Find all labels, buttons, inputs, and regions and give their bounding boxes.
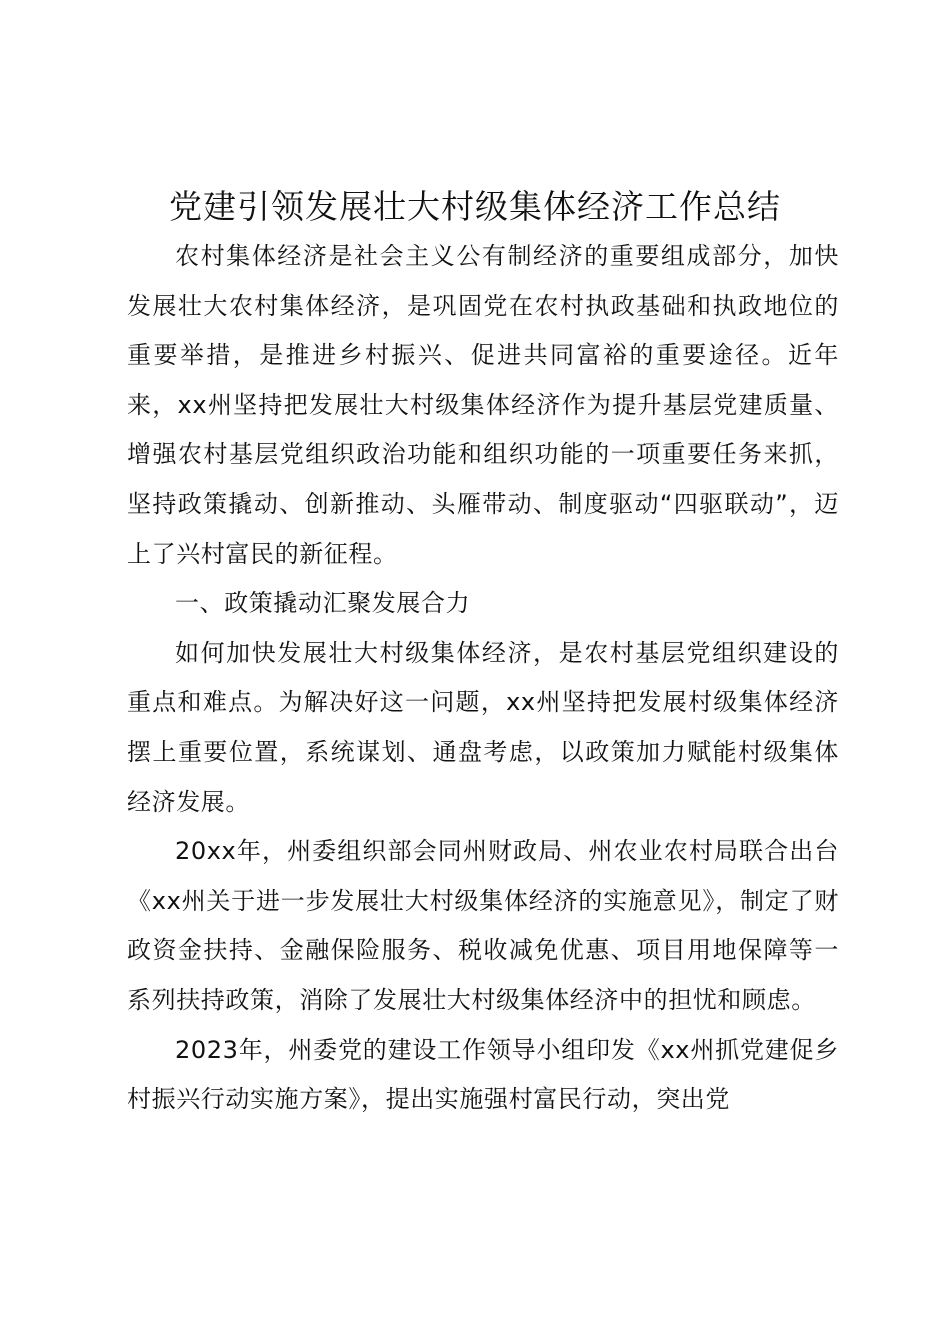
document-body <box>127 232 839 1125</box>
paragraph-intro: 农村集体经济是社会主义公有制经济的重要组成部分，加快发展壮大农村集体经济，是巩固党在农村执政基础和执政地位的重要举措，是推进乡村振兴、促进共同富裕的重要途径。近年来，xx州坚持把发展壮大村级集体经济作为提升基层党建质量、增强农村基层党组织政治功能和组织功能的一项重要任务来抓，坚持政策撬动、创新推动、头雁带动、制度驱动“四驱联动”，迈上了兴村富民的新征程。 <box>127 242 839 568</box>
document-title: 党建引领发展壮大村级集体经济工作总结 <box>169 187 781 226</box>
section-heading-1: 一、政策撬动汇聚发展合力 <box>175 589 471 618</box>
paragraph-section-1-c: 2023年，州委党的建设工作领导小组印发《xx州抓党建促乡村振兴行动实施方案》，提出实施强村富民行动，突出党 <box>127 1035 839 1114</box>
paragraph-section-1-a: 如何加快发展壮大村级集体经济，是农村基层党组织建设的重点和难点。为解决好这一问题，xx州坚持把发展村级集体经济摆上重要位置，系统谋划、通盘考虑，以政策加力赋能村级集体经济发展。 <box>127 638 839 816</box>
paragraph-section-1-b: 20xx年，州委组织部会同州财政局、州农业农村局联合出台《xx州关于进一步发展壮大村级集体经济的实施意见》，制定了财政资金扶持、金融保险服务、税收减免优惠、项目用地保障等一系列扶持政策，消除了发展壮大村级集体经济中的担忧和顾虑。 <box>127 837 839 1014</box>
